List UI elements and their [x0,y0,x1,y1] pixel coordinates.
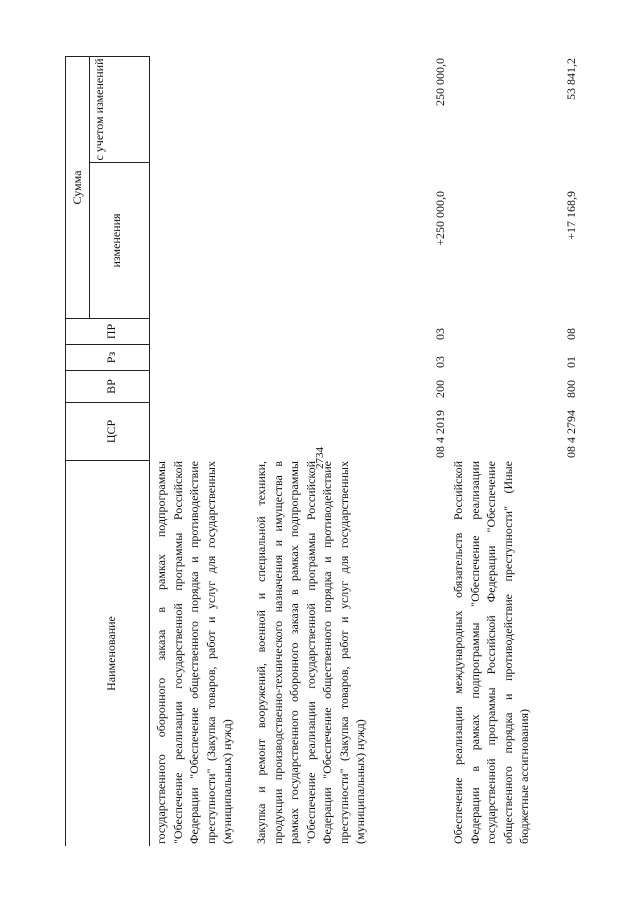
row-vr: 200 [433,380,447,398]
header-sum [65,56,150,319]
header-sum-total: с учетом изменений [92,58,106,161]
header-name: Наименование [65,461,150,846]
header-sum-change: изменения [89,162,149,318]
header-pr: ПР [65,319,150,345]
row-rz: 01 [564,356,578,368]
header-vr: ВР [65,371,150,403]
row-pr: 08 [564,328,578,340]
row-change: +250 000,0 [433,191,447,246]
row-csr: 08 4 2019 [433,410,447,458]
row-name: государственного оборонного заказа в рамках подпрограммы "Обеспечение реализации государственной программы Российской Федерации "Обеспечение общественного порядка и противодействие преступности" (Закупка товаров, работ и услуг для государственных (муниципальных) нужд) [154,461,234,844]
row-total: 250 000,0 [433,58,447,106]
row-change: +17 168,9 [564,191,578,240]
row-csr: 08 4 2794 [564,410,578,458]
header-sum-title: Сумма [70,170,84,205]
row-name: Закупка и ремонт вооружений, военной и специальной техники, продукции производственно-технического назначения и имущества в рамках государственного оборонного заказа в рамках подпрограммы "Обеспечение реализации государственной программы Российской Федерации "Обеспечение общественного порядка и противодействие преступности" (Закупка товаров, работ и услуг для государственных (муниципальных) нужд) [254,461,367,844]
row-vr: 800 [564,380,578,398]
header-csr: ЦСР [65,403,150,461]
budget-table [65,56,580,846]
page-number-text: 2734 [314,447,326,469]
row-name: Обеспечение реализации международных обязательств Российской Федерации в рамках подпрограммы "Обеспечение реализации государственной программы Российской Федерации "Обеспечение общественного порядка и противодействие преступности" (Иные бюджетные ассигнования) [451,461,531,844]
row-rz: 03 [433,356,447,368]
row-pr: 03 [433,328,447,340]
row-total: 53 841,2 [564,58,578,100]
header-rz: Рз [65,345,150,371]
